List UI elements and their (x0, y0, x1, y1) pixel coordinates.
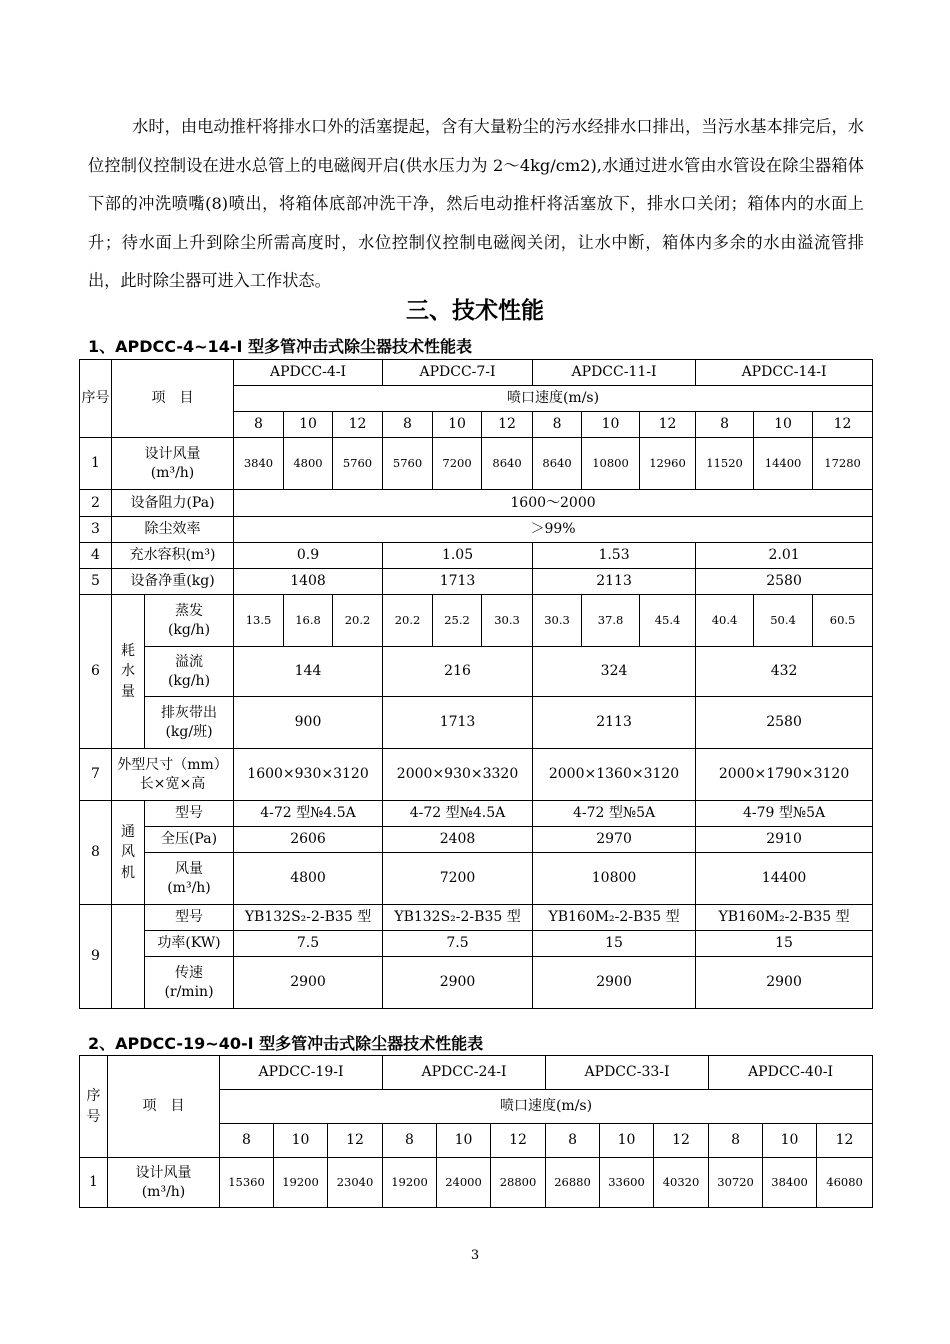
fan-airflow-unit: (m³/h) (167, 879, 211, 896)
ash-label-cell (145, 697, 234, 749)
evaporation-row (80, 595, 873, 647)
value-cell: 19200 (274, 1158, 328, 1208)
value-cell: 12 (654, 1124, 709, 1158)
section-title: 三、技术性能 (406, 298, 544, 324)
value-cell: 10 (433, 412, 482, 438)
seq-header-text: 序号 (81, 390, 110, 407)
value-cell: 40.4 (696, 595, 754, 647)
group-char: 机 (121, 864, 135, 881)
value-cell: 12 (482, 412, 533, 438)
motor-speed-value: 2900 (696, 957, 873, 1009)
water-use-group-label (112, 595, 145, 749)
fan-pressure-label: 全压(Pa) (145, 827, 234, 853)
overflow-label-cell (145, 647, 234, 697)
row-label (112, 438, 234, 490)
spec-table-2 (79, 1055, 873, 1208)
dimensions-value: 2000×1790×3120 (696, 749, 873, 801)
value-cell: 10 (754, 412, 813, 438)
water-volume-value: 0.9 (234, 543, 383, 569)
seq-header: 序号 (80, 1056, 108, 1158)
net-weight-value: 2113 (533, 569, 696, 595)
value-cell: 12 (813, 412, 873, 438)
overflow-unit: (kg/h) (167, 672, 211, 689)
value-cell: 7200 (433, 438, 482, 490)
value-cell: 30.3 (533, 595, 582, 647)
row-number: 4 (80, 543, 112, 569)
dimensions-label-cell (112, 749, 234, 801)
motor-group-label (112, 905, 145, 1009)
value-cell: 20.2 (333, 595, 383, 647)
ash-value: 2113 (533, 697, 696, 749)
fan-model-label: 型号 (145, 801, 234, 827)
value-cell: 24000 (437, 1158, 491, 1208)
motor-speed-value: 2900 (234, 957, 383, 1009)
row-number: 3 (80, 517, 112, 543)
motor-model-value: YB160M₂-2-B35 型 (533, 905, 696, 931)
value-cell: 12 (640, 412, 696, 438)
dimensions-sub: 长×宽×高 (139, 775, 206, 792)
model-header: APDCC-24-I (383, 1056, 546, 1090)
model-header: APDCC-33-I (546, 1056, 709, 1090)
row-number: 9 (80, 905, 112, 1009)
water-volume-label: 充水容积(m³) (112, 543, 234, 569)
value-cell: 40320 (654, 1158, 709, 1208)
net-weight-value: 2580 (696, 569, 873, 595)
motor-speed-value: 2900 (533, 957, 696, 1009)
airflow-unit: (m³/h) (150, 464, 195, 481)
row-number: 1 (80, 438, 112, 490)
overflow-value: 144 (234, 647, 383, 697)
value-cell: 10 (437, 1124, 491, 1158)
motor-power-label: 功率(KW) (145, 931, 234, 957)
dimensions-value: 2000×930×3320 (383, 749, 533, 801)
value-cell: 38400 (763, 1158, 817, 1208)
value-cell: 13.5 (234, 595, 284, 647)
value-cell: 10800 (582, 438, 640, 490)
airflow-row (80, 1158, 873, 1208)
net-weight-label: 设备净重(kg) (112, 569, 234, 595)
value-cell: 8 (383, 1124, 437, 1158)
evaporation-label: 蒸发 (175, 602, 203, 619)
overflow-value: 432 (696, 647, 873, 697)
value-cell: 12 (817, 1124, 873, 1158)
value-cell: 11520 (696, 438, 754, 490)
fan-airflow-value: 7200 (383, 853, 533, 905)
fan-airflow-label-cell (145, 853, 234, 905)
table2-title: 2、APDCC-19~40-I 型多管冲击式除尘器技术性能表 (88, 1034, 484, 1053)
spec-table-1 (79, 359, 873, 1009)
airflow-unit: (m³/h) (141, 1183, 186, 1200)
value-cell: 3840 (234, 438, 284, 490)
value-cell: 12 (328, 1124, 383, 1158)
value-cell: 46080 (817, 1158, 873, 1208)
model-header: APDCC-14-I (696, 360, 873, 386)
value-cell: 30.3 (482, 595, 533, 647)
ash-value: 900 (234, 697, 383, 749)
value-cell: 25.2 (433, 595, 482, 647)
airflow-label: 设计风量 (144, 445, 201, 462)
fan-model-value: 4-79 型№5A (696, 801, 873, 827)
group-char: 通 (121, 824, 135, 841)
fan-airflow-value: 10800 (533, 853, 696, 905)
value-cell: 8 (234, 412, 284, 438)
group-char: 耗 (121, 643, 135, 660)
resistance-value: 1600～2000 (234, 490, 873, 517)
group-char: 风 (121, 844, 135, 861)
motor-power-value: 15 (696, 931, 873, 957)
water-volume-value: 1.05 (383, 543, 533, 569)
table1-title: 1、APDCC-4~14-I 型多管冲击式除尘器技术性能表 (88, 337, 472, 356)
value-cell: 8640 (533, 438, 582, 490)
value-cell: 8 (220, 1124, 274, 1158)
value-cell: 8 (533, 412, 582, 438)
overflow-value: 216 (383, 647, 533, 697)
dimensions-value: 2000×1360×3120 (533, 749, 696, 801)
value-cell: 30720 (709, 1158, 763, 1208)
model-header: APDCC-19-I (220, 1056, 383, 1090)
row-number: 7 (80, 749, 112, 801)
net-weight-value: 1713 (383, 569, 533, 595)
resistance-label: 设备阻力(Pa) (112, 490, 234, 517)
value-cell: 8 (709, 1124, 763, 1158)
row-number: 1 (80, 1158, 108, 1208)
water-volume-value: 1.53 (533, 543, 696, 569)
motor-power-value: 7.5 (383, 931, 533, 957)
fan-model-value: 4-72 型№4.5A (234, 801, 383, 827)
row-number: 8 (80, 801, 112, 905)
row-number: 6 (80, 595, 112, 749)
value-cell: 5760 (333, 438, 383, 490)
evaporation-label-cell (145, 595, 234, 647)
ash-value: 2580 (696, 697, 873, 749)
fan-model-value: 4-72 型№5A (533, 801, 696, 827)
value-cell: 60.5 (813, 595, 873, 647)
fan-pressure-value: 2606 (234, 827, 383, 853)
water-volume-value: 2.01 (696, 543, 873, 569)
value-cell: 8640 (482, 438, 533, 490)
fan-group-label (112, 801, 145, 905)
fan-pressure-value: 2970 (533, 827, 696, 853)
motor-speed-label-cell (145, 957, 234, 1009)
model-header: APDCC-4-I (234, 360, 383, 386)
fan-pressure-value: 2408 (383, 827, 533, 853)
motor-power-value: 7.5 (234, 931, 383, 957)
motor-model-value: YB132S₂-2-B35 型 (383, 905, 533, 931)
value-cell: 12 (333, 412, 383, 438)
value-cell: 16.8 (284, 595, 333, 647)
dimensions-value: 1600×930×3120 (234, 749, 383, 801)
ash-label: 排灰带出 (161, 704, 217, 721)
airflow-row (80, 438, 873, 490)
motor-model-label: 型号 (145, 905, 234, 931)
value-cell: 17280 (813, 438, 873, 490)
value-cell: 20.2 (383, 595, 433, 647)
value-cell: 10 (582, 412, 640, 438)
value-cell: 10 (274, 1124, 328, 1158)
motor-model-value: YB132S₂-2-B35 型 (234, 905, 383, 931)
fan-airflow-value: 14400 (696, 853, 873, 905)
model-header: APDCC-40-I (709, 1056, 873, 1090)
page-number: 3 (470, 1248, 480, 1263)
model-header: APDCC-7-I (383, 360, 533, 386)
dimensions-label: 外型尺寸（mm） (117, 756, 228, 773)
row-number: 2 (80, 490, 112, 517)
motor-speed-value: 2900 (383, 957, 533, 1009)
ash-value: 1713 (383, 697, 533, 749)
model-header: APDCC-11-I (533, 360, 696, 386)
paragraph-text: 水时，由电动推杆将排水口外的活塞提起，含有大量粉尘的污水经排水口排出，当污水基本排完后，水位控制仪控制设在进水总管上的电磁阀开启(供水压力为 2～4kg/cm2),水通过进水管由水管设在除尘器箱体下部的冲洗喷嘴(8)喷出，将箱体底部冲洗干净，然后电动推杆将活塞放下，排水口关闭；箱体内的水面上升；待水面上升到除尘所需高度时，水位控制仪控制电磁阀关闭，让水中断，箱体内多余的水由溢流管排出，此时除尘器可进入工作状态。 (88, 117, 864, 290)
value-cell: 10 (763, 1124, 817, 1158)
value-cell: 23040 (328, 1158, 383, 1208)
value-cell: 12 (491, 1124, 546, 1158)
group-char: 量 (121, 683, 135, 700)
net-weight-value: 1408 (234, 569, 383, 595)
value-cell: 33600 (600, 1158, 654, 1208)
value-cell: 26880 (546, 1158, 600, 1208)
body-paragraph (88, 108, 864, 301)
ash-unit: (kg/班) (165, 723, 213, 740)
overflow-label: 溢流 (175, 653, 203, 670)
value-cell: 14400 (754, 438, 813, 490)
value-cell: 37.8 (582, 595, 640, 647)
row-number: 5 (80, 569, 112, 595)
fan-airflow-label: 风量 (175, 860, 203, 877)
value-cell: 8 (546, 1124, 600, 1158)
group-char: 水 (121, 663, 135, 680)
value-cell: 45.4 (640, 595, 696, 647)
fan-airflow-value: 4800 (234, 853, 383, 905)
value-cell: 28800 (491, 1158, 546, 1208)
nozzle-speed-header: 喷口速度(m/s) (234, 386, 873, 412)
overflow-value: 324 (533, 647, 696, 697)
nozzle-speed-header: 喷口速度(m/s) (220, 1090, 873, 1124)
value-cell: 50.4 (754, 595, 813, 647)
value-cell: 15360 (220, 1158, 274, 1208)
motor-model-value: YB160M₂-2-B35 型 (696, 905, 873, 931)
item-header: 项 目 (112, 360, 234, 438)
evaporation-unit: (kg/h) (167, 621, 211, 638)
value-cell: 10 (284, 412, 333, 438)
fan-model-value: 4-72 型№4.5A (383, 801, 533, 827)
motor-power-value: 15 (533, 931, 696, 957)
value-cell: 12960 (640, 438, 696, 490)
airflow-label: 设计风量 (135, 1164, 192, 1181)
item-header: 项 目 (108, 1056, 220, 1158)
row-label (108, 1158, 220, 1208)
value-cell: 8 (696, 412, 754, 438)
motor-speed-label: 传速 (175, 964, 203, 981)
efficiency-value: ＞99% (234, 517, 873, 543)
value-cell: 8 (383, 412, 433, 438)
seq-header (80, 360, 112, 438)
fan-pressure-value: 2910 (696, 827, 873, 853)
motor-speed-unit: (r/min) (164, 983, 214, 1000)
value-cell: 10 (600, 1124, 654, 1158)
value-cell: 19200 (383, 1158, 437, 1208)
value-cell: 4800 (284, 438, 333, 490)
value-cell: 5760 (383, 438, 433, 490)
efficiency-label: 除尘效率 (112, 517, 234, 543)
